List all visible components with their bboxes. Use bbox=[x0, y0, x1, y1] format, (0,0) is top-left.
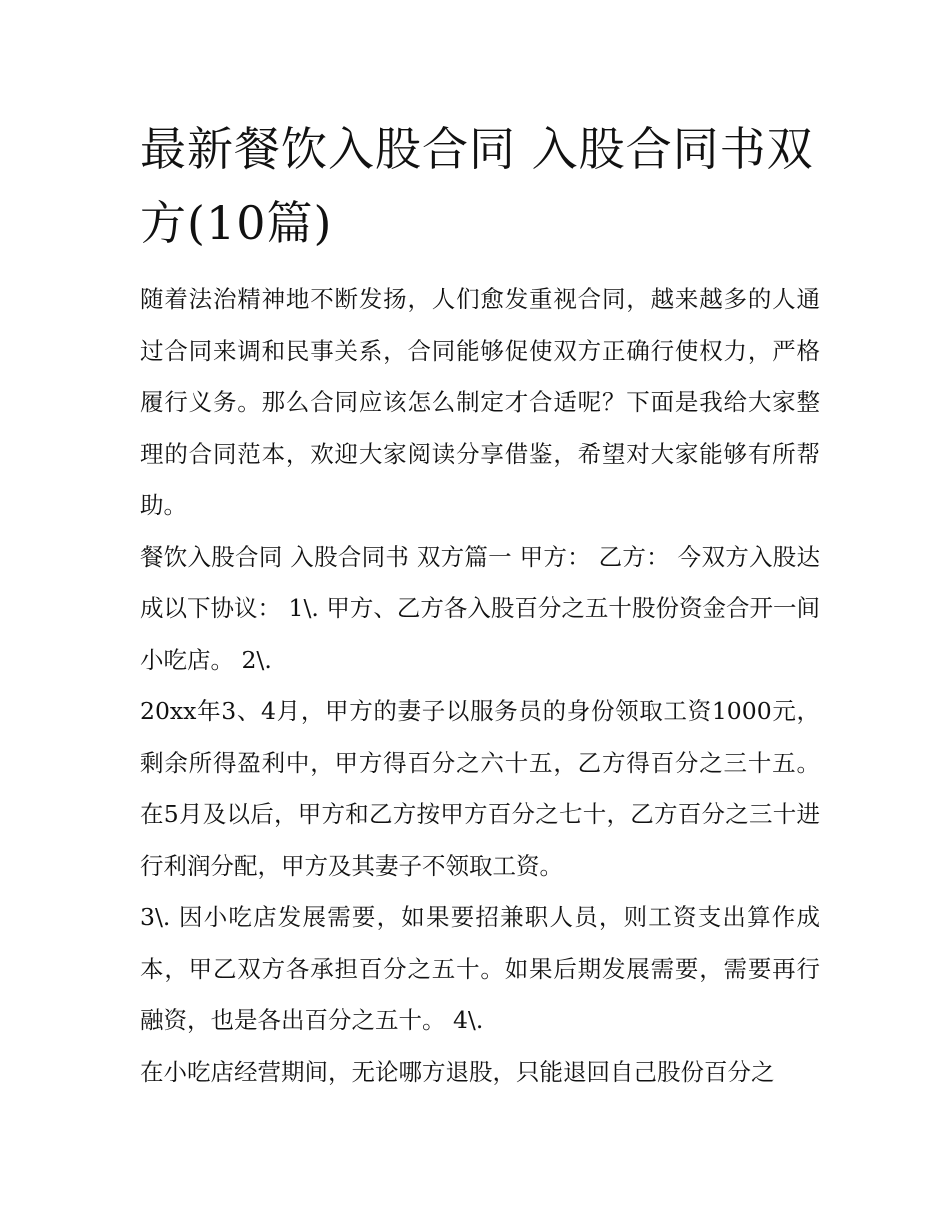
document-title: 最新餐饮入股合同 入股合同书双方(10篇) bbox=[140, 122, 814, 250]
paragraph-withdrawal: 在小吃店经营期间，无论哪方退股，只能退回自己股份百分之 bbox=[140, 1057, 775, 1086]
paragraph-intro: 随着法治精神地不断发扬，人们愈发重视合同，越来越多的人通过合同来调和民事关系，合同能够促使双方正确行使权力，严格履行义务。那么合同应该怎么制定才合适呢？下面是我给大家整理的合同范本，欢迎大家阅读分享借鉴，希望对大家能够有所帮助。 bbox=[140, 285, 820, 519]
document-body bbox=[140, 274, 820, 1098]
paragraph-staff-costs: 3\. 因小吃店发展需要，如果要招兼职人员，则工资支出算作成本，甲乙双方各承担百分之五十。如果后期发展需要，需要再行融资，也是各出百分之五十。 4\. bbox=[140, 903, 820, 1034]
paragraph-contract-opening: 餐饮入股合同 入股合同书 双方篇一 甲方： 乙方： 今双方入股达成以下协议： 1\. 甲方、乙方各入股百分之五十股份资金合开一间小吃店。 2\. bbox=[140, 542, 820, 674]
paragraph-profit-distribution: 20xx年3、4月，甲方的妻子以服务员的身份领取工资1000元，剩余所得盈利中，甲方得百分之六十五，乙方得百分之三十五。在5月及以后，甲方和乙方按甲方百分之七十，乙方百分之三十进行利润分配，甲方及其妻子不领取工资。 bbox=[140, 697, 820, 880]
